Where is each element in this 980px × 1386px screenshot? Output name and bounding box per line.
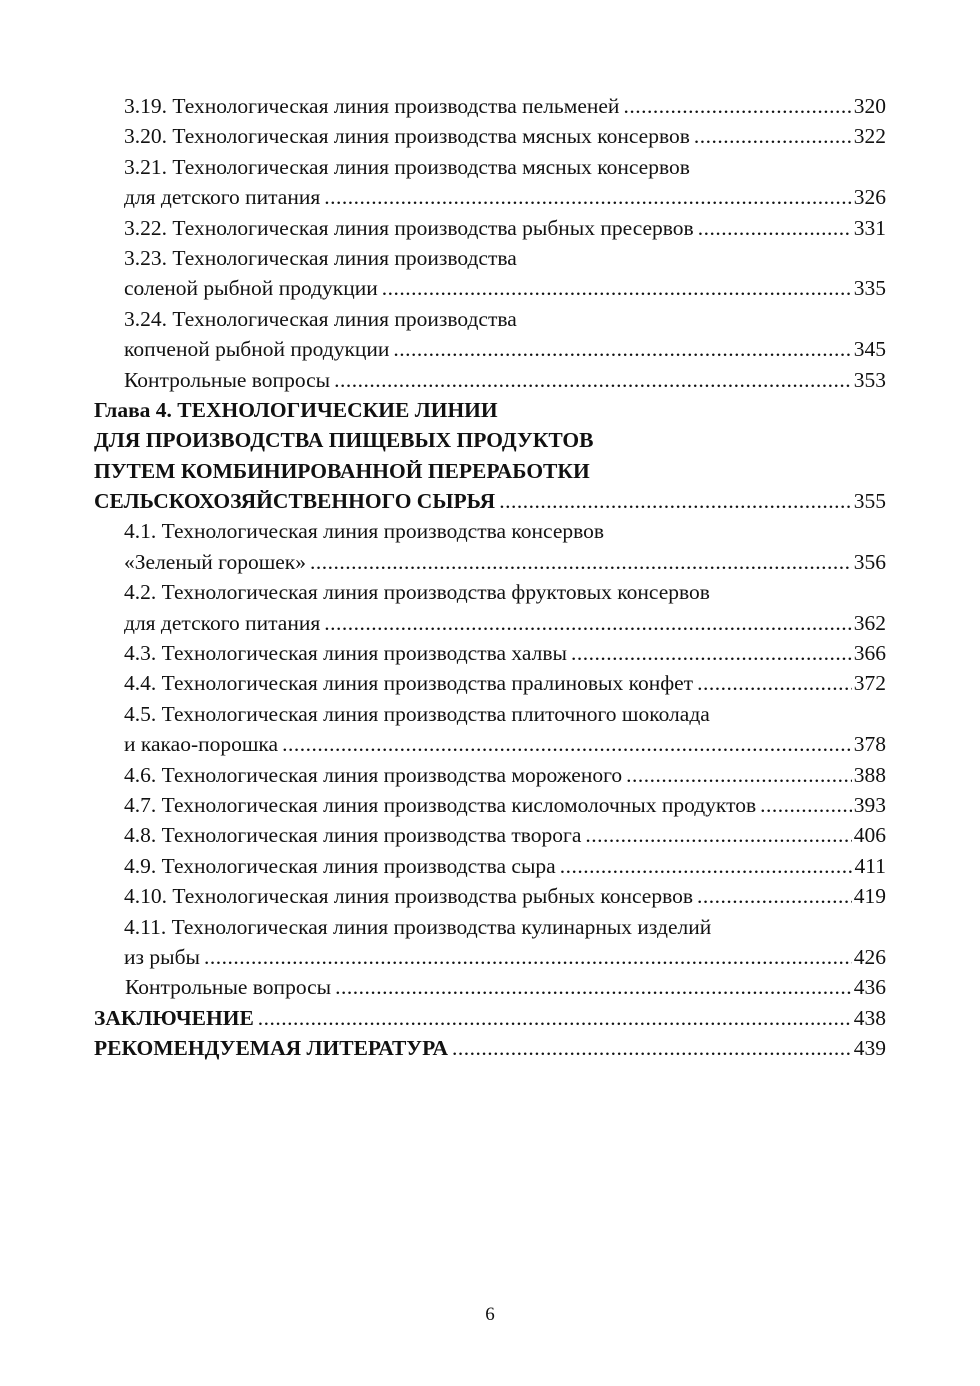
toc-entry-title: 4.9. Технологическая линия производства сыра bbox=[124, 853, 556, 878]
toc-entry bbox=[94, 152, 886, 182]
toc-entry bbox=[94, 273, 886, 303]
toc-entry-title: 3.23. Технологическая линия производства bbox=[124, 245, 517, 270]
toc-entry-title: 3.20. Технологическая линия производства мясных консервов bbox=[124, 124, 690, 149]
toc-entry bbox=[94, 213, 886, 243]
dot-leader bbox=[571, 638, 852, 668]
toc-entry-title: 4.8. Технологическая линия производства творога bbox=[124, 823, 582, 848]
toc-entry-title: ДЛЯ ПРОИЗВОДСТВА ПИЩЕВЫХ ПРОДУКТОВ bbox=[94, 428, 594, 453]
toc-entry-page: 322 bbox=[853, 124, 886, 149]
dot-leader bbox=[282, 729, 852, 759]
toc-entry-page: 438 bbox=[853, 1005, 886, 1030]
toc-entry bbox=[94, 820, 886, 850]
toc-entry-title: 3.22. Технологическая линия производства рыбных пресервов bbox=[124, 215, 694, 240]
toc-entry bbox=[94, 304, 886, 334]
toc-entry-title: Контрольные вопросы bbox=[124, 367, 331, 392]
toc-entry bbox=[94, 91, 886, 121]
toc-entry-title: 4.2. Технологическая линия производства фруктовых консервов bbox=[124, 580, 710, 605]
toc-entry bbox=[94, 395, 886, 425]
toc-entry bbox=[94, 972, 886, 1002]
toc-entry-title: 3.21. Технологическая линия производства мясных консервов bbox=[124, 154, 690, 179]
toc-entry-page: 393 bbox=[853, 792, 886, 817]
toc-entry bbox=[94, 729, 886, 759]
toc-entry bbox=[94, 790, 886, 820]
toc-entry-title: Глава 4. ТЕХНОЛОГИЧЕСКИЕ ЛИНИИ bbox=[94, 397, 498, 422]
toc-entry bbox=[94, 425, 886, 455]
dot-leader bbox=[698, 213, 852, 243]
toc-entry-page: 406 bbox=[853, 823, 886, 848]
dot-leader bbox=[585, 820, 851, 850]
toc-entry-page: 326 bbox=[853, 185, 886, 210]
toc-entry-title: 4.6. Технологическая линия производства мороженого bbox=[124, 762, 623, 787]
toc-entry-page: 335 bbox=[853, 276, 886, 301]
toc-entry-title: СЕЛЬСКОХОЗЯЙСТВЕННОГО СЫРЬЯ bbox=[94, 489, 496, 514]
toc-entry-title: 4.1. Технологическая линия производства консервов bbox=[124, 519, 605, 544]
toc-entry-page: 439 bbox=[853, 1036, 886, 1061]
toc-entry-page: 353 bbox=[853, 367, 886, 392]
toc-entry bbox=[94, 608, 886, 638]
dot-leader bbox=[324, 608, 852, 638]
toc-entry bbox=[94, 365, 886, 395]
toc-entry-title: ЗАКЛЮЧЕНИЕ bbox=[94, 1005, 254, 1030]
dot-leader bbox=[697, 668, 852, 698]
toc-entry bbox=[94, 577, 886, 607]
toc-entry-page: 411 bbox=[854, 853, 886, 878]
toc-entry-title: 3.19. Технологическая линия производства пельменей bbox=[124, 94, 620, 118]
dot-leader bbox=[626, 760, 852, 790]
toc-entry-page: 331 bbox=[853, 215, 886, 240]
toc-entry bbox=[94, 243, 886, 273]
dot-leader bbox=[382, 273, 852, 303]
toc-entry bbox=[94, 638, 886, 668]
toc-entry bbox=[94, 1033, 886, 1063]
toc-entry-page: 362 bbox=[853, 610, 886, 635]
toc-entry-page: 356 bbox=[853, 549, 886, 574]
toc-entry-title: 4.3. Технологическая линия производства халвы bbox=[124, 641, 567, 666]
toc-entry-title: 4.5. Технологическая линия производства плиточного шоколада bbox=[124, 701, 710, 726]
toc-entry-title: 3.24. Технологическая линия производства bbox=[124, 306, 517, 331]
page-number: 6 bbox=[485, 1304, 495, 1325]
toc-entry bbox=[94, 182, 886, 212]
toc-entry bbox=[94, 334, 886, 364]
dot-leader bbox=[623, 91, 851, 121]
dot-leader bbox=[760, 790, 852, 820]
dot-leader bbox=[204, 942, 852, 972]
toc-entry-title: копченой рыбной продукции bbox=[124, 337, 390, 362]
toc-entry-page: 419 bbox=[853, 884, 886, 909]
toc-entry bbox=[94, 1003, 886, 1033]
toc-entry bbox=[94, 881, 886, 911]
dot-leader bbox=[499, 486, 852, 516]
toc-entry bbox=[94, 942, 886, 972]
toc-entry-page: 378 bbox=[853, 732, 886, 757]
toc-entry-title: и какао-порошка bbox=[124, 732, 279, 757]
toc-entry bbox=[94, 486, 886, 516]
toc-entry bbox=[94, 516, 886, 546]
dot-leader bbox=[452, 1033, 852, 1063]
toc-entry-title: 4.4. Технологическая линия производства пралиновых конфет bbox=[124, 671, 694, 696]
toc-entry-title: ПУТЕМ КОМБИНИРОВАННОЙ ПЕРЕРАБОТКИ bbox=[94, 458, 590, 483]
toc-entry bbox=[94, 121, 886, 151]
toc-entry-title: РЕКОМЕНДУЕМАЯ ЛИТЕРАТУРА bbox=[94, 1036, 448, 1061]
toc-entry bbox=[94, 668, 886, 698]
toc-entry-title: 4.10. Технологическая линия производства рыбных консервов bbox=[124, 884, 693, 909]
toc-entry-title: 4.7. Технологическая линия производства кисломолочных продуктов bbox=[124, 792, 757, 817]
dot-leader bbox=[335, 972, 852, 1002]
toc-entry bbox=[94, 547, 886, 577]
dot-leader bbox=[258, 1003, 852, 1033]
table-of-contents bbox=[94, 91, 886, 1064]
toc-entry-title: 4.11. Технологическая линия производства кулинарных изделий bbox=[124, 914, 712, 939]
toc-entry bbox=[94, 456, 886, 486]
toc-entry-title: Контрольные вопросы bbox=[125, 975, 332, 1000]
toc-entry-page: 366 bbox=[853, 641, 886, 666]
toc-entry-page: 426 bbox=[853, 944, 886, 969]
toc-entry-title: соленой рыбной продукции bbox=[124, 276, 378, 301]
toc-entry bbox=[94, 760, 886, 790]
toc-entry-page: 436 bbox=[853, 975, 886, 1000]
toc-entry-page: 355 bbox=[853, 489, 886, 514]
dot-leader bbox=[334, 365, 852, 395]
toc-entry bbox=[94, 912, 886, 942]
dot-leader bbox=[310, 547, 852, 577]
toc-entry bbox=[94, 699, 886, 729]
dot-leader bbox=[694, 121, 852, 151]
toc-entry-title: для детского питания bbox=[124, 610, 321, 635]
dot-leader bbox=[697, 881, 852, 911]
toc-entry-page: 388 bbox=[853, 762, 886, 787]
dot-leader bbox=[393, 334, 851, 364]
toc-entry-title: «Зеленый горошек» bbox=[124, 549, 306, 574]
toc-entry bbox=[94, 851, 886, 881]
toc-entry-title: для детского питания bbox=[124, 185, 321, 210]
dot-leader bbox=[560, 851, 853, 881]
toc-entry-page: 345 bbox=[853, 337, 886, 362]
toc-entry-page: 320 bbox=[853, 94, 886, 118]
toc-entry-page: 372 bbox=[853, 671, 886, 696]
toc-entry-title: из рыбы bbox=[124, 944, 200, 969]
dot-leader bbox=[324, 182, 852, 212]
